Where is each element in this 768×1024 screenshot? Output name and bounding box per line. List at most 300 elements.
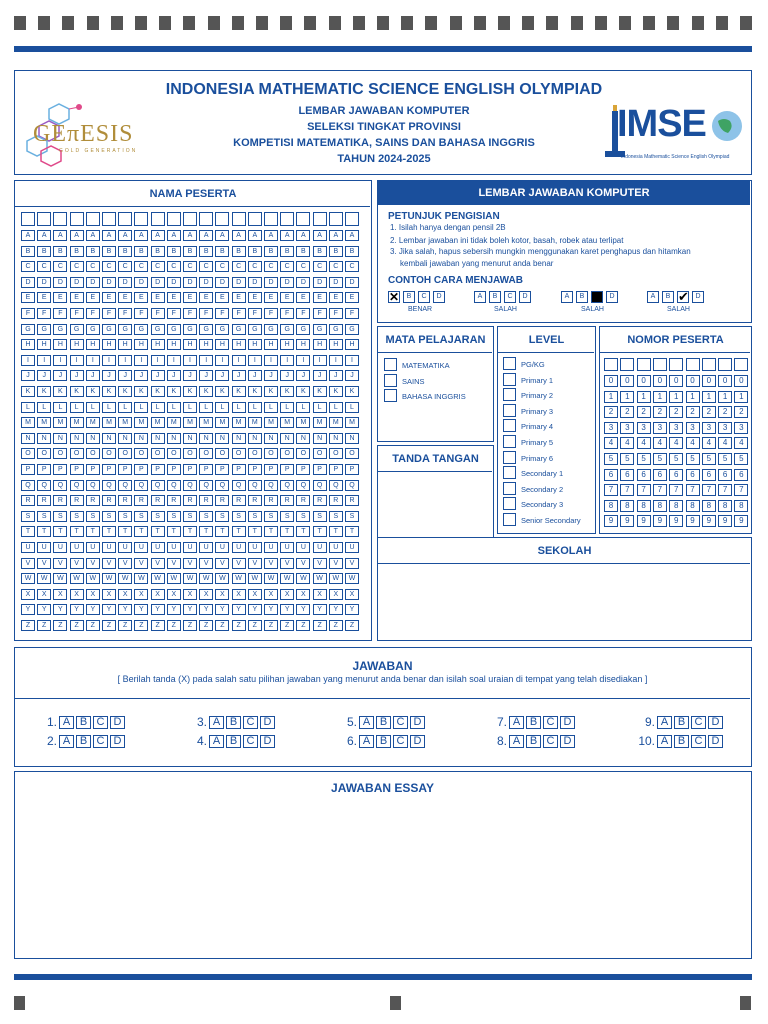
name-bubble[interactable]: O: [264, 448, 278, 459]
name-bubble[interactable]: T: [53, 526, 67, 537]
name-bubble[interactable]: V: [70, 558, 84, 569]
name-bubble[interactable]: J: [167, 370, 181, 381]
name-bubble[interactable]: X: [21, 589, 35, 600]
name-bubble[interactable]: B: [53, 246, 67, 257]
answer-bubble[interactable]: D: [560, 735, 575, 748]
name-bubble[interactable]: S: [21, 511, 35, 522]
name-bubble[interactable]: A: [232, 230, 246, 241]
number-bubble[interactable]: 6: [620, 469, 634, 481]
number-bubble[interactable]: 4: [637, 437, 651, 449]
name-bubble[interactable]: W: [167, 573, 181, 584]
name-bubble[interactable]: A: [134, 230, 148, 241]
name-bubble[interactable]: Z: [215, 620, 229, 631]
name-bubble[interactable]: O: [280, 448, 294, 459]
name-bubble[interactable]: C: [102, 261, 116, 272]
name-bubble[interactable]: T: [264, 526, 278, 537]
name-bubble[interactable]: W: [264, 573, 278, 584]
name-bubble[interactable]: T: [21, 526, 35, 537]
number-bubble[interactable]: 0: [620, 375, 634, 387]
name-bubble[interactable]: R: [21, 495, 35, 506]
name-bubble[interactable]: B: [118, 246, 132, 257]
name-bubble[interactable]: Q: [313, 480, 327, 491]
number-bubble[interactable]: 8: [686, 500, 700, 512]
name-bubble[interactable]: O: [345, 448, 359, 459]
name-letter-box[interactable]: [53, 212, 67, 226]
name-bubble[interactable]: T: [296, 526, 310, 537]
name-bubble[interactable]: S: [248, 511, 262, 522]
name-letter-box[interactable]: [183, 212, 197, 226]
number-bubble[interactable]: 4: [734, 437, 748, 449]
answer-bubble[interactable]: B: [376, 716, 391, 729]
answer-bubble[interactable]: B: [76, 735, 91, 748]
name-bubble[interactable]: V: [296, 558, 310, 569]
number-bubble[interactable]: 3: [686, 422, 700, 434]
name-bubble[interactable]: Z: [134, 620, 148, 631]
name-bubble[interactable]: P: [151, 464, 165, 475]
name-bubble[interactable]: C: [118, 261, 132, 272]
name-bubble[interactable]: T: [70, 526, 84, 537]
name-bubble[interactable]: G: [118, 324, 132, 335]
name-bubble[interactable]: B: [296, 246, 310, 257]
name-bubble[interactable]: K: [134, 386, 148, 397]
name-bubble[interactable]: G: [21, 324, 35, 335]
name-bubble[interactable]: T: [232, 526, 246, 537]
name-bubble[interactable]: G: [167, 324, 181, 335]
name-letter-box[interactable]: [345, 212, 359, 226]
name-bubble[interactable]: H: [53, 339, 67, 350]
name-bubble[interactable]: D: [21, 277, 35, 288]
name-bubble[interactable]: T: [37, 526, 51, 537]
number-bubble[interactable]: 5: [604, 453, 618, 465]
name-bubble[interactable]: P: [86, 464, 100, 475]
name-bubble[interactable]: A: [215, 230, 229, 241]
name-bubble[interactable]: V: [167, 558, 181, 569]
name-bubble[interactable]: N: [167, 433, 181, 444]
name-bubble[interactable]: N: [102, 433, 116, 444]
name-bubble[interactable]: L: [345, 402, 359, 413]
name-bubble[interactable]: U: [167, 542, 181, 553]
name-bubble[interactable]: C: [329, 261, 343, 272]
name-bubble[interactable]: J: [296, 370, 310, 381]
name-bubble[interactable]: A: [313, 230, 327, 241]
number-bubble[interactable]: 0: [734, 375, 748, 387]
name-bubble[interactable]: T: [151, 526, 165, 537]
name-bubble[interactable]: E: [345, 292, 359, 303]
name-bubble[interactable]: F: [70, 308, 84, 319]
name-bubble[interactable]: J: [248, 370, 262, 381]
name-bubble[interactable]: U: [264, 542, 278, 553]
school-field[interactable]: [380, 566, 748, 636]
name-bubble[interactable]: J: [199, 370, 213, 381]
name-bubble[interactable]: R: [118, 495, 132, 506]
name-bubble[interactable]: S: [118, 511, 132, 522]
name-bubble[interactable]: G: [264, 324, 278, 335]
name-bubble[interactable]: R: [264, 495, 278, 506]
name-bubble[interactable]: N: [296, 433, 310, 444]
name-bubble[interactable]: C: [70, 261, 84, 272]
name-bubble[interactable]: D: [232, 277, 246, 288]
name-bubble[interactable]: B: [86, 246, 100, 257]
answer-bubble[interactable]: A: [359, 716, 374, 729]
level-checkbox[interactable]: [503, 435, 516, 448]
name-bubble[interactable]: X: [37, 589, 51, 600]
name-bubble[interactable]: S: [183, 511, 197, 522]
name-bubble[interactable]: Y: [167, 604, 181, 615]
name-bubble[interactable]: D: [53, 277, 67, 288]
name-bubble[interactable]: U: [329, 542, 343, 553]
name-bubble[interactable]: O: [134, 448, 148, 459]
name-bubble[interactable]: K: [264, 386, 278, 397]
name-bubble[interactable]: M: [53, 417, 67, 428]
name-bubble[interactable]: R: [215, 495, 229, 506]
name-letter-box[interactable]: [37, 212, 51, 226]
name-bubble[interactable]: A: [296, 230, 310, 241]
name-bubble[interactable]: N: [134, 433, 148, 444]
name-bubble[interactable]: Y: [118, 604, 132, 615]
name-letter-box[interactable]: [21, 212, 35, 226]
name-bubble[interactable]: P: [21, 464, 35, 475]
name-bubble[interactable]: E: [199, 292, 213, 303]
name-bubble[interactable]: Q: [21, 480, 35, 491]
name-bubble[interactable]: K: [183, 386, 197, 397]
name-bubble[interactable]: J: [151, 370, 165, 381]
name-bubble[interactable]: Y: [248, 604, 262, 615]
name-bubble[interactable]: C: [86, 261, 100, 272]
name-bubble[interactable]: T: [345, 526, 359, 537]
name-bubble[interactable]: X: [151, 589, 165, 600]
name-bubble[interactable]: I: [183, 355, 197, 366]
answer-bubble[interactable]: B: [376, 735, 391, 748]
name-bubble[interactable]: V: [280, 558, 294, 569]
name-bubble[interactable]: W: [313, 573, 327, 584]
number-bubble[interactable]: 1: [734, 391, 748, 403]
name-bubble[interactable]: E: [232, 292, 246, 303]
name-bubble[interactable]: E: [296, 292, 310, 303]
name-bubble[interactable]: O: [21, 448, 35, 459]
name-bubble[interactable]: S: [134, 511, 148, 522]
answer-bubble[interactable]: B: [674, 716, 689, 729]
name-bubble[interactable]: B: [329, 246, 343, 257]
name-bubble[interactable]: M: [232, 417, 246, 428]
level-checkbox[interactable]: [503, 404, 516, 417]
name-bubble[interactable]: G: [345, 324, 359, 335]
name-bubble[interactable]: F: [329, 308, 343, 319]
name-letter-box[interactable]: [296, 212, 310, 226]
answer-bubble[interactable]: B: [674, 735, 689, 748]
name-bubble[interactable]: P: [313, 464, 327, 475]
name-bubble[interactable]: L: [264, 402, 278, 413]
name-bubble[interactable]: S: [151, 511, 165, 522]
answer-bubble[interactable]: A: [657, 735, 672, 748]
number-write-box[interactable]: [686, 358, 700, 371]
name-bubble[interactable]: H: [296, 339, 310, 350]
name-bubble[interactable]: N: [53, 433, 67, 444]
name-bubble[interactable]: F: [37, 308, 51, 319]
answer-bubble[interactable]: B: [226, 716, 241, 729]
number-bubble[interactable]: 9: [669, 515, 683, 527]
name-bubble[interactable]: X: [232, 589, 246, 600]
name-bubble[interactable]: V: [102, 558, 116, 569]
name-bubble[interactable]: Q: [345, 480, 359, 491]
name-bubble[interactable]: Y: [215, 604, 229, 615]
name-bubble[interactable]: A: [53, 230, 67, 241]
name-bubble[interactable]: C: [21, 261, 35, 272]
number-bubble[interactable]: 6: [686, 469, 700, 481]
name-bubble[interactable]: H: [118, 339, 132, 350]
name-bubble[interactable]: H: [70, 339, 84, 350]
number-write-box[interactable]: [637, 358, 651, 371]
name-bubble[interactable]: K: [86, 386, 100, 397]
name-bubble[interactable]: O: [248, 448, 262, 459]
name-bubble[interactable]: M: [21, 417, 35, 428]
name-bubble[interactable]: Z: [280, 620, 294, 631]
name-bubble[interactable]: W: [86, 573, 100, 584]
name-bubble[interactable]: T: [134, 526, 148, 537]
name-bubble[interactable]: J: [21, 370, 35, 381]
name-bubble[interactable]: L: [183, 402, 197, 413]
name-bubble[interactable]: B: [313, 246, 327, 257]
name-bubble[interactable]: E: [215, 292, 229, 303]
name-bubble[interactable]: G: [86, 324, 100, 335]
name-bubble[interactable]: T: [248, 526, 262, 537]
number-bubble[interactable]: 6: [734, 469, 748, 481]
name-bubble[interactable]: Y: [199, 604, 213, 615]
name-bubble[interactable]: D: [118, 277, 132, 288]
name-bubble[interactable]: J: [134, 370, 148, 381]
name-letter-box[interactable]: [232, 212, 246, 226]
name-bubble[interactable]: D: [102, 277, 116, 288]
number-bubble[interactable]: 5: [637, 453, 651, 465]
name-bubble[interactable]: G: [313, 324, 327, 335]
name-bubble[interactable]: G: [296, 324, 310, 335]
name-bubble[interactable]: Z: [21, 620, 35, 631]
level-checkbox[interactable]: [503, 419, 516, 432]
name-bubble[interactable]: Z: [345, 620, 359, 631]
number-bubble[interactable]: 5: [653, 453, 667, 465]
name-bubble[interactable]: J: [102, 370, 116, 381]
name-bubble[interactable]: R: [134, 495, 148, 506]
level-checkbox[interactable]: [503, 482, 516, 495]
name-bubble[interactable]: F: [21, 308, 35, 319]
name-bubble[interactable]: K: [215, 386, 229, 397]
name-letter-box[interactable]: [264, 212, 278, 226]
name-bubble[interactable]: Q: [248, 480, 262, 491]
name-bubble[interactable]: A: [86, 230, 100, 241]
name-bubble[interactable]: X: [296, 589, 310, 600]
name-bubble[interactable]: R: [313, 495, 327, 506]
name-bubble[interactable]: I: [102, 355, 116, 366]
name-bubble[interactable]: Z: [199, 620, 213, 631]
name-bubble[interactable]: L: [248, 402, 262, 413]
name-bubble[interactable]: F: [151, 308, 165, 319]
name-bubble[interactable]: B: [102, 246, 116, 257]
name-bubble[interactable]: V: [86, 558, 100, 569]
name-bubble[interactable]: F: [232, 308, 246, 319]
number-bubble[interactable]: 8: [637, 500, 651, 512]
name-bubble[interactable]: P: [232, 464, 246, 475]
name-bubble[interactable]: R: [151, 495, 165, 506]
name-bubble[interactable]: Z: [329, 620, 343, 631]
name-bubble[interactable]: J: [280, 370, 294, 381]
name-bubble[interactable]: F: [264, 308, 278, 319]
name-bubble[interactable]: J: [215, 370, 229, 381]
name-bubble[interactable]: N: [313, 433, 327, 444]
answer-bubble[interactable]: C: [93, 716, 108, 729]
answer-bubble[interactable]: A: [657, 716, 672, 729]
name-bubble[interactable]: R: [345, 495, 359, 506]
level-checkbox[interactable]: [503, 497, 516, 510]
name-bubble[interactable]: W: [280, 573, 294, 584]
name-bubble[interactable]: C: [183, 261, 197, 272]
name-bubble[interactable]: A: [118, 230, 132, 241]
name-bubble[interactable]: C: [215, 261, 229, 272]
answer-bubble[interactable]: D: [708, 716, 723, 729]
name-bubble[interactable]: L: [329, 402, 343, 413]
name-bubble[interactable]: W: [134, 573, 148, 584]
name-bubble[interactable]: C: [296, 261, 310, 272]
name-bubble[interactable]: Y: [345, 604, 359, 615]
name-bubble[interactable]: M: [264, 417, 278, 428]
name-bubble[interactable]: B: [167, 246, 181, 257]
name-bubble[interactable]: R: [248, 495, 262, 506]
name-bubble[interactable]: Q: [102, 480, 116, 491]
name-bubble[interactable]: M: [296, 417, 310, 428]
name-bubble[interactable]: P: [264, 464, 278, 475]
name-bubble[interactable]: R: [296, 495, 310, 506]
name-bubble[interactable]: U: [21, 542, 35, 553]
name-bubble[interactable]: R: [280, 495, 294, 506]
name-bubble[interactable]: H: [313, 339, 327, 350]
name-bubble[interactable]: J: [37, 370, 51, 381]
number-bubble[interactable]: 1: [620, 391, 634, 403]
name-bubble[interactable]: D: [167, 277, 181, 288]
name-bubble[interactable]: G: [248, 324, 262, 335]
name-bubble[interactable]: P: [215, 464, 229, 475]
name-bubble[interactable]: D: [296, 277, 310, 288]
name-bubble[interactable]: V: [199, 558, 213, 569]
name-bubble[interactable]: K: [70, 386, 84, 397]
name-letter-box[interactable]: [151, 212, 165, 226]
name-bubble[interactable]: P: [167, 464, 181, 475]
number-bubble[interactable]: 9: [702, 515, 716, 527]
name-bubble[interactable]: J: [86, 370, 100, 381]
answer-bubble[interactable]: D: [410, 735, 425, 748]
name-bubble[interactable]: I: [21, 355, 35, 366]
name-bubble[interactable]: S: [37, 511, 51, 522]
name-bubble[interactable]: Y: [232, 604, 246, 615]
name-bubble[interactable]: Q: [329, 480, 343, 491]
name-bubble[interactable]: F: [199, 308, 213, 319]
name-bubble[interactable]: K: [21, 386, 35, 397]
name-bubble[interactable]: F: [167, 308, 181, 319]
name-bubble[interactable]: Y: [280, 604, 294, 615]
number-bubble[interactable]: 7: [686, 484, 700, 496]
name-bubble[interactable]: G: [37, 324, 51, 335]
name-bubble[interactable]: O: [37, 448, 51, 459]
name-bubble[interactable]: F: [215, 308, 229, 319]
name-bubble[interactable]: M: [167, 417, 181, 428]
name-letter-box[interactable]: [118, 212, 132, 226]
name-bubble[interactable]: E: [70, 292, 84, 303]
number-bubble[interactable]: 7: [637, 484, 651, 496]
name-bubble[interactable]: O: [183, 448, 197, 459]
name-bubble[interactable]: X: [134, 589, 148, 600]
answer-bubble[interactable]: D: [560, 716, 575, 729]
name-bubble[interactable]: Z: [102, 620, 116, 631]
name-bubble[interactable]: A: [345, 230, 359, 241]
name-bubble[interactable]: H: [329, 339, 343, 350]
name-bubble[interactable]: R: [102, 495, 116, 506]
name-bubble[interactable]: Z: [296, 620, 310, 631]
name-bubble[interactable]: K: [53, 386, 67, 397]
name-bubble[interactable]: H: [134, 339, 148, 350]
name-bubble[interactable]: Z: [70, 620, 84, 631]
name-bubble[interactable]: G: [53, 324, 67, 335]
name-bubble[interactable]: H: [183, 339, 197, 350]
name-bubble[interactable]: U: [215, 542, 229, 553]
name-bubble[interactable]: S: [199, 511, 213, 522]
level-checkbox[interactable]: [503, 451, 516, 464]
name-bubble[interactable]: W: [345, 573, 359, 584]
name-bubble[interactable]: Y: [21, 604, 35, 615]
name-bubble[interactable]: S: [313, 511, 327, 522]
number-bubble[interactable]: 3: [734, 422, 748, 434]
name-bubble[interactable]: W: [53, 573, 67, 584]
name-bubble[interactable]: K: [199, 386, 213, 397]
number-write-box[interactable]: [620, 358, 634, 371]
number-write-box[interactable]: [718, 358, 732, 371]
name-bubble[interactable]: B: [264, 246, 278, 257]
name-bubble[interactable]: V: [215, 558, 229, 569]
name-bubble[interactable]: H: [102, 339, 116, 350]
name-bubble[interactable]: L: [118, 402, 132, 413]
name-bubble[interactable]: P: [134, 464, 148, 475]
name-bubble[interactable]: L: [232, 402, 246, 413]
name-bubble[interactable]: Y: [86, 604, 100, 615]
name-bubble[interactable]: L: [86, 402, 100, 413]
number-bubble[interactable]: 5: [734, 453, 748, 465]
number-bubble[interactable]: 0: [669, 375, 683, 387]
name-bubble[interactable]: I: [248, 355, 262, 366]
name-bubble[interactable]: C: [167, 261, 181, 272]
name-bubble[interactable]: N: [183, 433, 197, 444]
answer-bubble[interactable]: B: [526, 735, 541, 748]
number-bubble[interactable]: 4: [718, 437, 732, 449]
number-bubble[interactable]: 8: [604, 500, 618, 512]
name-bubble[interactable]: H: [215, 339, 229, 350]
name-bubble[interactable]: S: [215, 511, 229, 522]
name-bubble[interactable]: B: [183, 246, 197, 257]
name-bubble[interactable]: N: [264, 433, 278, 444]
name-bubble[interactable]: Q: [199, 480, 213, 491]
answer-bubble[interactable]: D: [260, 735, 275, 748]
name-bubble[interactable]: W: [21, 573, 35, 584]
name-bubble[interactable]: B: [151, 246, 165, 257]
name-bubble[interactable]: X: [118, 589, 132, 600]
name-bubble[interactable]: W: [232, 573, 246, 584]
answer-bubble[interactable]: A: [359, 735, 374, 748]
name-bubble[interactable]: M: [70, 417, 84, 428]
name-bubble[interactable]: F: [118, 308, 132, 319]
answer-bubble[interactable]: A: [509, 716, 524, 729]
number-bubble[interactable]: 8: [620, 500, 634, 512]
name-bubble[interactable]: X: [183, 589, 197, 600]
number-bubble[interactable]: 0: [653, 375, 667, 387]
name-bubble[interactable]: Q: [296, 480, 310, 491]
name-bubble[interactable]: X: [345, 589, 359, 600]
answer-bubble[interactable]: D: [410, 716, 425, 729]
name-letter-box[interactable]: [280, 212, 294, 226]
